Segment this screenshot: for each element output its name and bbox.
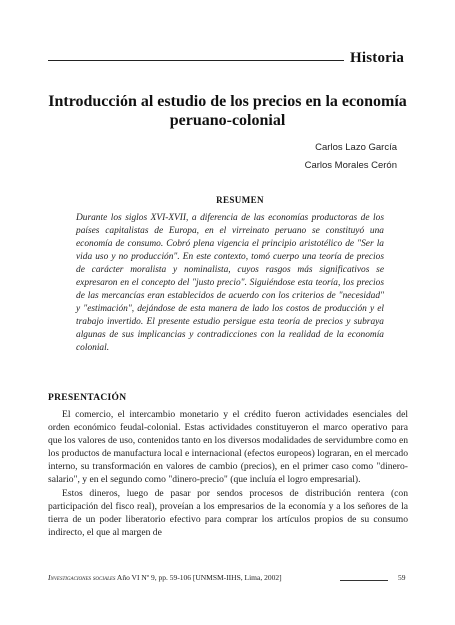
abstract-text: Durante los siglos XVI-XVII, a diferencia de las economías productoras de los países capitalistas de Europa, en el virreinato peruano se constituyó una economía de consumo. Cobró plena vigencia el principio aristotélico de "Ser la vida uso y no producción". En este contexto, tomó cuerpo una teoría de precios de carácter moralista y nominalista, cuyos rasgos más significativos se expresaron en el concepto del "justo precio". Siguiéndose esta teoría, los precios de las mercancías eran establecidos de acuerdo con los criterios de "necesidad" y "estimación", dejándose de esta manera de lado los costos de producción y el trabajo invertido. El presente estudio persigue esta teoría de precios y subraya algunas de sus implicancias y contradicciones con la realidad de la economía colonial. — [76, 213, 384, 353]
body-text — [48, 408, 408, 539]
body-paragraph-2: Estos dineros, luego de pasar por sendos procesos de distribución rentera (con participación del fisco real), proveían a los empresarios de la economía y a los señores de la tierra de un poder liberatorio efectivo para comprar los artículos propios de su consumo indirecto, el que al margen de — [48, 487, 408, 538]
footer-details: Año VI Nº 9, pp. 59-106 [UNMSM-IIHS, Lima, 2002] — [116, 573, 282, 582]
author-2: Carlos Morales Cerón — [304, 160, 397, 171]
page-number: 59 — [398, 573, 406, 582]
footer-journal: Investigaciones sociales — [48, 573, 116, 582]
header-rule — [48, 60, 344, 61]
section-label: Historia — [350, 50, 405, 66]
footer-rule — [340, 580, 388, 581]
article-title: Introducción al estudio de los precios en la economía peruano-colonial — [48, 93, 407, 129]
section-heading: PRESENTACIÓN — [48, 393, 127, 403]
abstract-heading: RESUMEN — [216, 195, 264, 205]
author-1: Carlos Lazo García — [315, 142, 397, 153]
body-paragraph-1: El comercio, el intercambio monetario y el crédito fueron actividades esenciales del orden económico feudal-colonial. Estas actividades constituyeron el marco operativo para que los valores de uso, contenidos tanto en los diversos modalidades de servidumbre como en los productos de manufactura local e internacional (efectos europeos) lograran, en el mercado interno, su transformación en valores de cambio (precios), en el primer caso como "dinero-salario", y en el segundo como "dinero-precio" (que incluía el logro empresarial). — [48, 409, 408, 486]
